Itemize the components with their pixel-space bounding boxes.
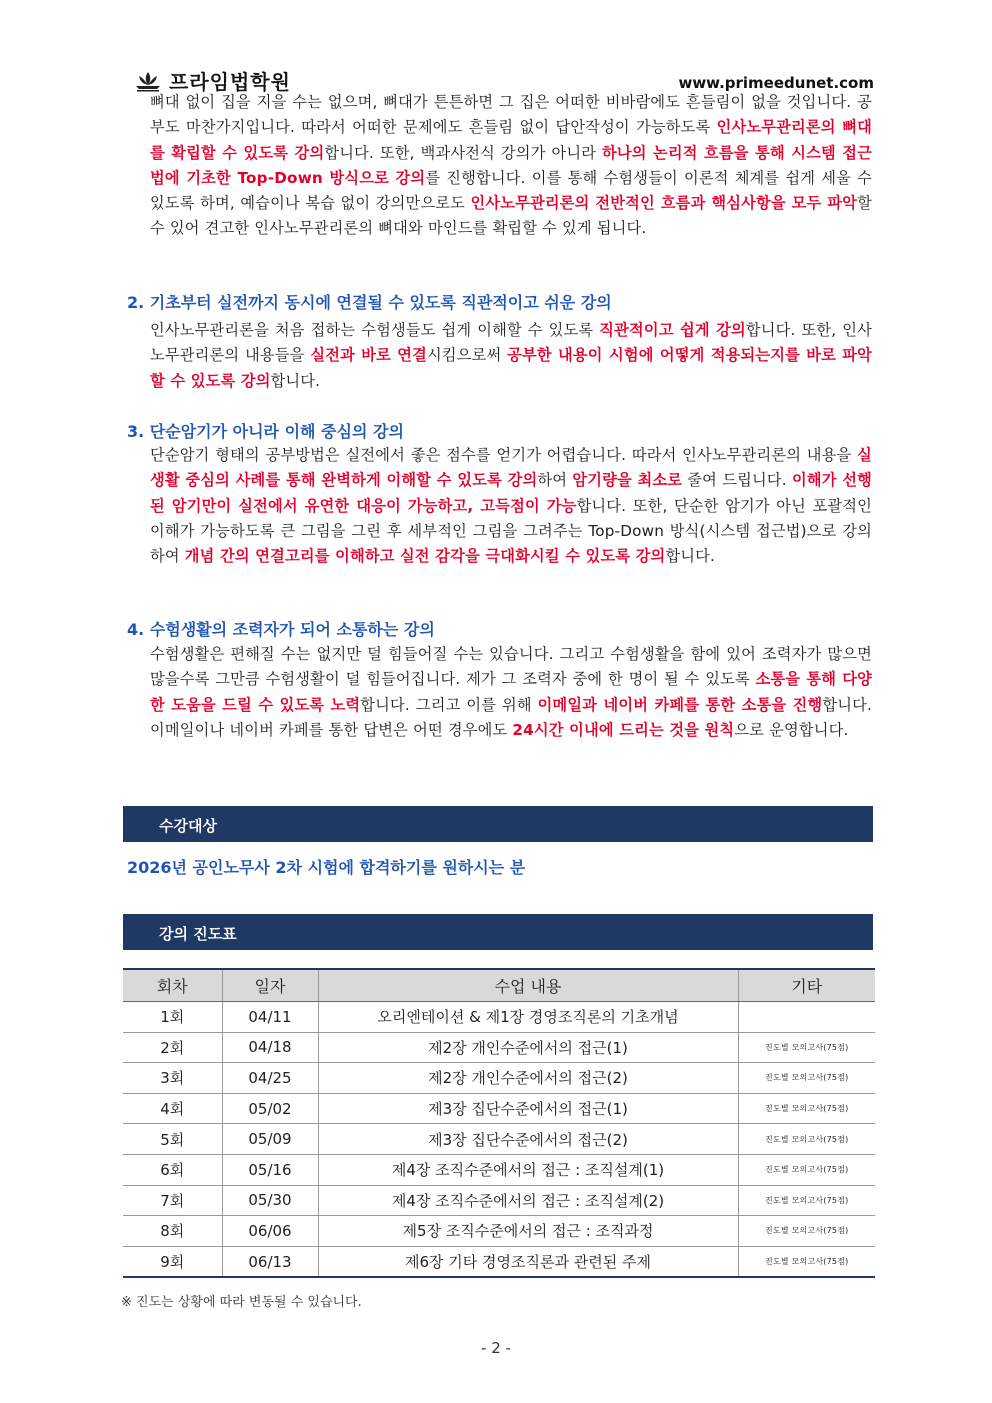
cell-etc [738, 1002, 875, 1033]
target-bar [123, 806, 873, 842]
body-text: 단순암기 형태의 공부방법은 실전에서 좋은 점수를 얻기가 어렵습니다. 따라서 인사노무관리론의 내용을 [150, 446, 858, 464]
cell-etc: 진도별 모의고사(75점) [738, 1216, 875, 1247]
cell-date: 05/02 [222, 1093, 318, 1124]
highlight-text: 개념 간의 연결고리를 이해하고 실전 감각을 극대화시킬 수 있도록 강의 [184, 547, 666, 566]
highlight-text: 실전과 바로 연결 [310, 346, 427, 365]
body-text: 합니다. 또한, 인사노무관리론의 내용들을 [150, 321, 872, 365]
header-etc: 기타 [738, 969, 875, 1002]
cell-etc: 진도별 모의고사(75점) [738, 1246, 875, 1277]
highlight-text: 소통을 통해 다양한 도움을 드릴 수 있도록 노력 [150, 670, 872, 714]
section-4-body [150, 642, 872, 743]
site-url[interactable]: www.primeedunet.com [678, 74, 874, 92]
cell-date: 04/18 [222, 1032, 318, 1063]
header-session: 회차 [123, 969, 222, 1002]
highlight-text: 이메일과 네이버 카페를 통한 소통을 진행 [537, 695, 823, 714]
page-number: - 2 - [481, 1339, 511, 1357]
body-text: 합니다. [665, 547, 716, 566]
header-date: 일자 [222, 969, 318, 1002]
cell-etc: 진도별 모의고사(75점) [738, 1063, 875, 1094]
cell-etc: 진도별 모의고사(75점) [738, 1124, 875, 1155]
cell-etc: 진도별 모의고사(75점) [738, 1185, 875, 1216]
table-row [123, 1093, 875, 1124]
body-text: 합니다. [270, 371, 321, 390]
cell-content: 제5장 조직수준에서의 접근 : 조직과정 [318, 1216, 738, 1247]
cell-content: 제4장 조직수준에서의 접근 : 조직설계(2) [318, 1185, 738, 1216]
cell-content: 제4장 조직수준에서의 접근 : 조직설계(1) [318, 1154, 738, 1185]
cell-session: 1회 [123, 1002, 222, 1033]
body-text: 합니다. 또한, 백과사전식 강의가 아니라 [324, 143, 603, 162]
lotus-logo-icon [133, 70, 163, 92]
highlight-text: 하나의 논리적 흐름을 통해 시스템 접근법에 기초한 Top-Down 방식으로 강의 [150, 143, 872, 187]
highlight-text: 24시간 이내에 드리는 것을 원칙 [512, 720, 735, 739]
cell-etc: 진도별 모의고사(75점) [738, 1032, 875, 1063]
table-row [123, 1185, 875, 1216]
cell-etc: 진도별 모의고사(75점) [738, 1154, 875, 1185]
highlight-text: 인사노무관리론의 뼈대를 확립할 수 있도록 강의 [150, 118, 872, 162]
highlight-text: 이해가 선행된 암기만이 실전에서 유연한 대응이 가능하고, 고득점이 가능 [150, 471, 872, 515]
cell-session: 5회 [123, 1124, 222, 1155]
cell-session: 8회 [123, 1216, 222, 1247]
cell-date: 06/06 [222, 1216, 318, 1247]
target-bar-label: 수강대상 [159, 817, 217, 835]
cell-etc: 진도별 모의고사(75점) [738, 1093, 875, 1124]
table-row [123, 1246, 875, 1277]
table-row [123, 1063, 875, 1094]
highlight-text: 암기량을 최소로 [572, 471, 683, 490]
cell-date: 05/30 [222, 1185, 318, 1216]
header-content: 수업 내용 [318, 969, 738, 1002]
section-3-title: 3. 단순암기가 아니라 이해 중심의 강의 [127, 422, 404, 441]
logo-text: 프라임법학원 [169, 70, 291, 94]
highlight-text: 실생활 중심의 사례를 통해 완벽하게 이해할 수 있도록 강의 [150, 446, 872, 490]
cell-session: 2회 [123, 1032, 222, 1063]
cell-date: 05/16 [222, 1154, 318, 1185]
cell-session: 7회 [123, 1185, 222, 1216]
cell-session: 3회 [123, 1063, 222, 1094]
body-text: 시킴으로써 [427, 346, 508, 365]
target-text: 2026년 공인노무사 2차 시험에 합격하기를 원하시는 분 [127, 858, 526, 877]
body-text: 수험생활은 편해질 수는 없지만 덜 힘들어질 수는 있습니다. 그리고 수험생활을 함에 있어 조력자가 많으면 많을수록 그만큼 수험생활이 덜 힘들어집니다. 제가 그 조력자 중에 한 명이 될 수 있도록 [150, 645, 872, 689]
cell-content: 제2장 개인수준에서의 접근(1) [318, 1032, 738, 1063]
table-row [123, 1124, 875, 1155]
body-text: 합니다. 또한, 단순한 암기가 아닌 포괄적인 이해가 가능하도록 큰 그림을 그린 후 세부적인 그림을 그려주는 Top-Down 방식(시스템 접근법)으로 강의하여 [150, 496, 872, 566]
highlight-text: 인사노무관리론의 전반적인 흐름과 핵심사항을 모두 파악 [470, 194, 858, 213]
cell-session: 6회 [123, 1154, 222, 1185]
cell-date: 04/25 [222, 1063, 318, 1094]
section-2-body [150, 318, 872, 394]
table-header-row [123, 969, 875, 1002]
section-2-title: 2. 기초부터 실전까지 동시에 연결될 수 있도록 직관적이고 쉬운 강의 [127, 293, 612, 312]
cell-content: 제3장 집단수준에서의 접근(1) [318, 1093, 738, 1124]
body-text: 으로 운영합니다. [734, 720, 849, 739]
cell-date: 05/09 [222, 1124, 318, 1155]
section-3-body [150, 443, 872, 569]
section-4-title: 4. 수험생활의 조력자가 되어 소통하는 강의 [127, 620, 435, 639]
table-row [123, 1002, 875, 1033]
body-text: 합니다. 이메일이나 네이버 카페를 통한 답변은 어떤 경우에도 [150, 695, 872, 739]
body-text: 합니다. 그리고 이를 위해 [360, 695, 538, 714]
cell-date: 04/11 [222, 1002, 318, 1033]
body-text: 뼈대 없이 집을 지을 수는 없으며, 뼈대가 튼튼하면 그 집은 어떠한 비바람에도 흔들림이 없을 것입니다. 공부도 마찬가지입니다. 따라서 어떠한 문제에도 흔들림 없이 답안작성이 가능하도록 [150, 93, 872, 137]
body-text: 할 수 있어 견고한 인사노무관리론의 뼈대와 마인드를 확립할 수 있게 됩니다. [150, 194, 872, 238]
cell-session: 4회 [123, 1093, 222, 1124]
highlight-text: 공부한 내용이 시험에 어떻게 적용되는지를 바로 파악할 수 있도록 강의 [150, 346, 872, 390]
schedule-note: ※ 진도는 상황에 따라 변동될 수 있습니다. [121, 1295, 362, 1310]
cell-content: 제6장 기타 경영조직론과 관련된 주제 [318, 1246, 738, 1277]
highlight-text: 직관적이고 쉽게 강의 [599, 321, 746, 339]
schedule-table [123, 968, 875, 1278]
table-row [123, 1216, 875, 1247]
body-text: 인사노무관리론을 처음 접하는 수험생들도 쉽게 이해할 수 있도록 [150, 321, 600, 339]
cell-session: 9회 [123, 1246, 222, 1277]
schedule-bar [123, 914, 873, 950]
cell-content: 제3장 집단수준에서의 접근(2) [318, 1124, 738, 1155]
table-row [123, 1154, 875, 1185]
body-text: 하여 [537, 471, 573, 490]
table-row [123, 1032, 875, 1063]
intro-paragraph [150, 90, 872, 242]
cell-content: 제2장 개인수준에서의 접근(2) [318, 1063, 738, 1094]
body-text: 줄여 드립니다. [682, 471, 792, 490]
body-text: 를 진행합니다. 이를 통해 수험생들이 이론적 체계를 쉽게 세울 수 있도록 하며, 예습이나 복습 없이 강의만으로도 [150, 168, 872, 213]
schedule-bar-label: 강의 진도표 [159, 925, 237, 943]
cell-content: 오리엔테이션 & 제1장 경영조직론의 기초개념 [318, 1002, 738, 1033]
cell-date: 06/13 [222, 1246, 318, 1277]
